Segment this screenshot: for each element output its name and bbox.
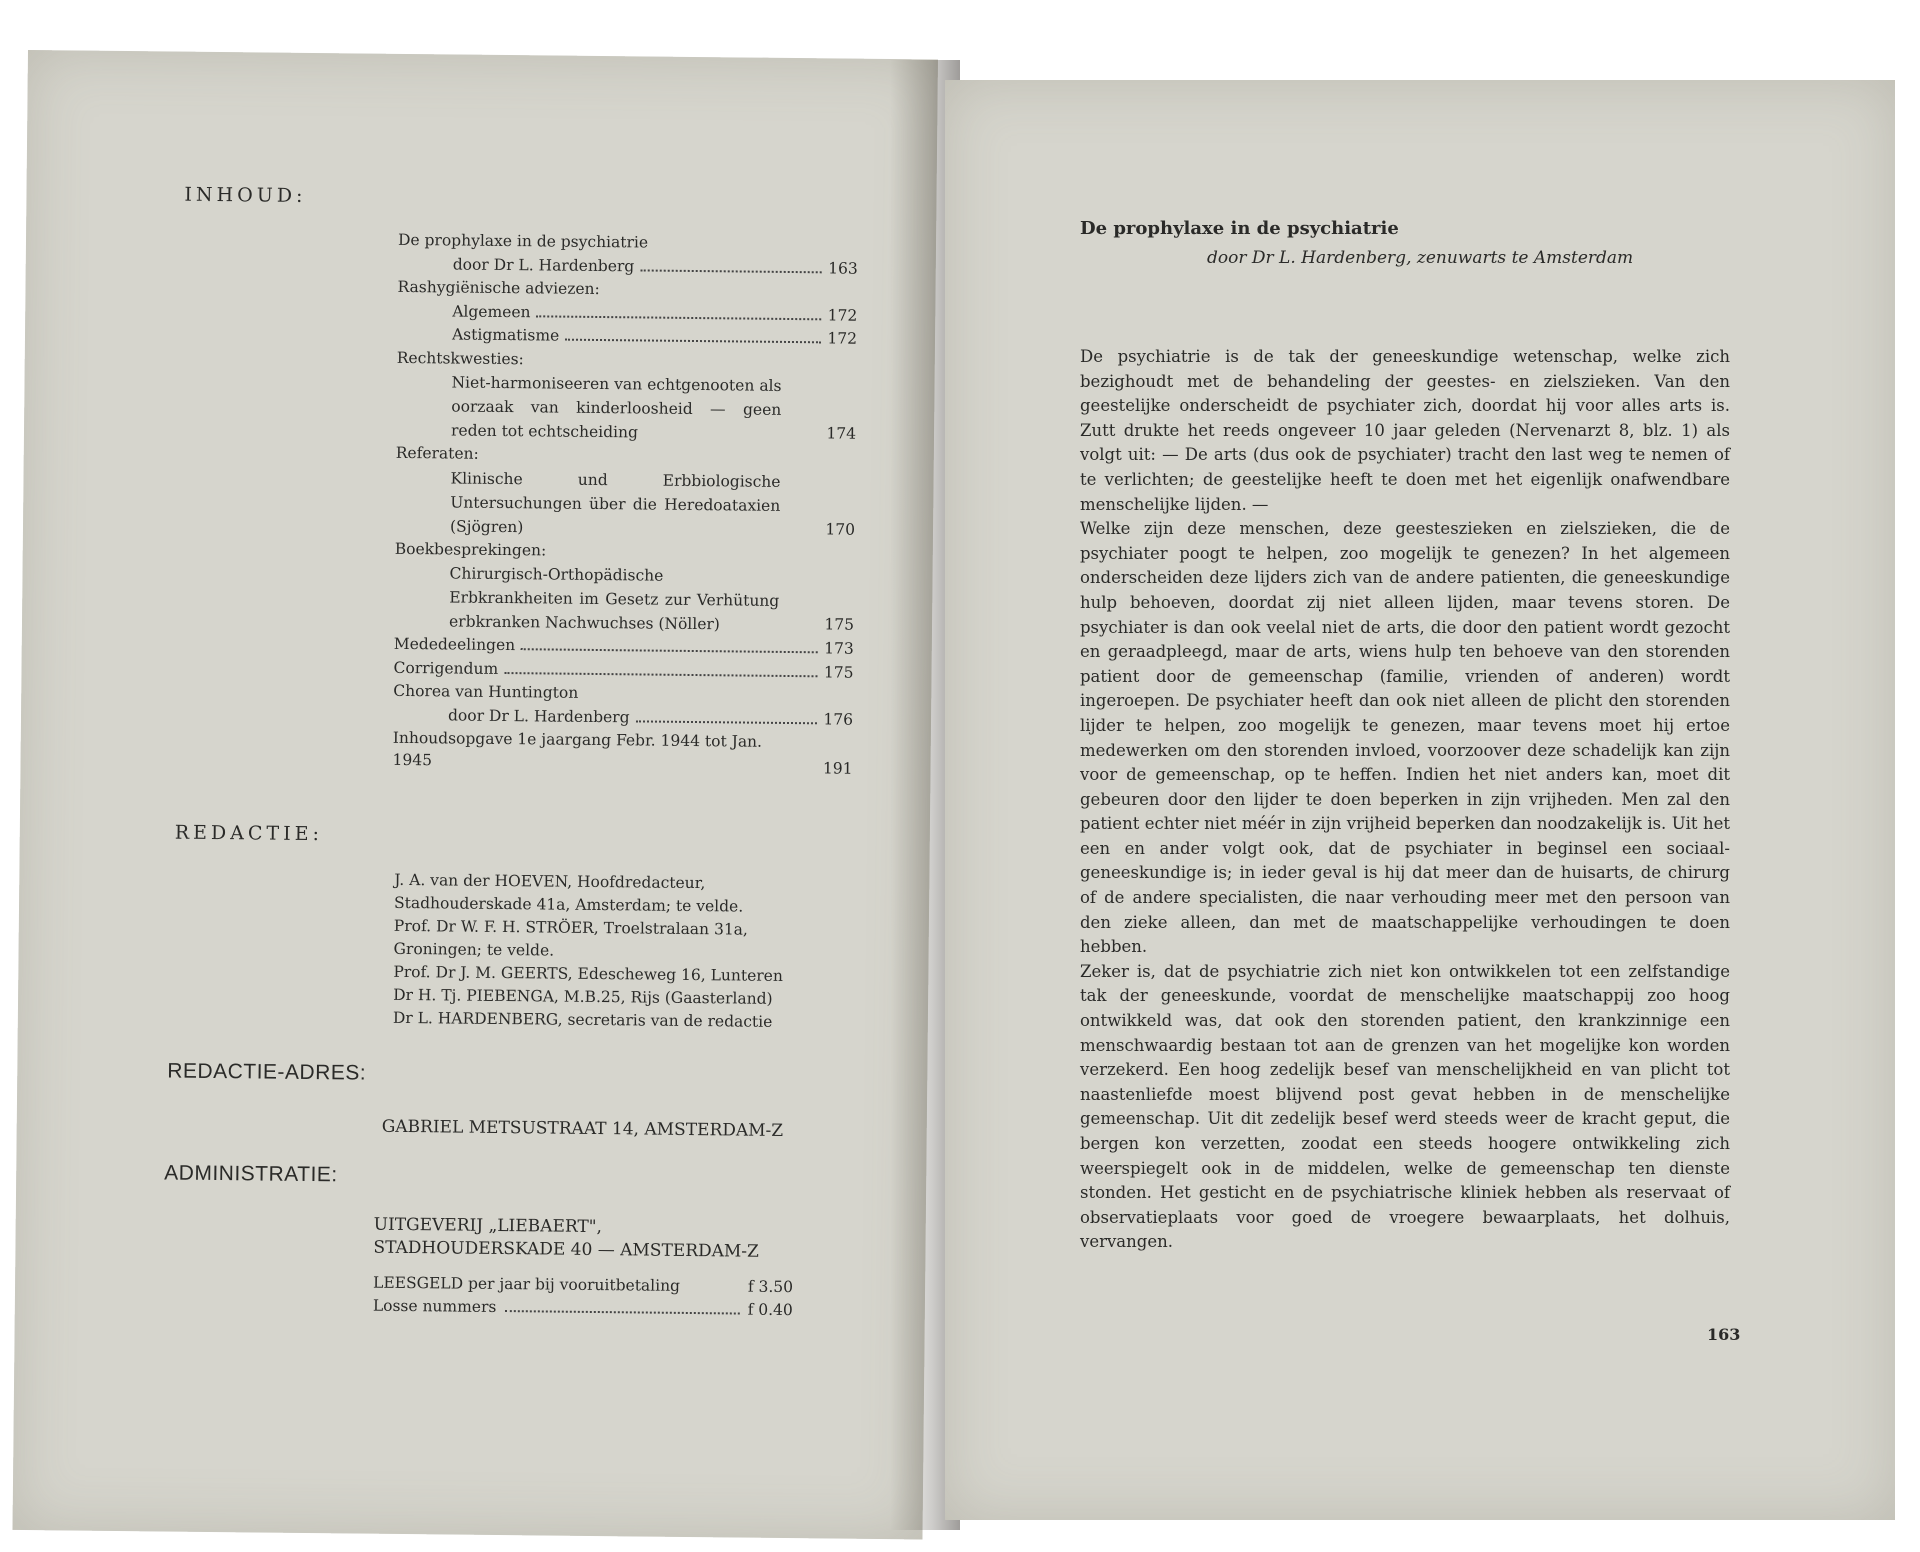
redactie-adres-heading: REDACTIE-ADRES: [167,1059,367,1085]
toc-entry: Inhoudsopgave 1e jaargang Febr. 1944 tot Jan. 1945 191 [392,727,852,782]
right-page [945,80,1895,1520]
leesgeld-label: LEESGELD per jaar bij vooruitbetaling [373,1273,681,1295]
toc-page-number: 175 [824,615,855,634]
toc-entry: Chorea van Huntington [393,681,579,702]
redactie-adres: GABRIEL METSUSTRAAT 14, AMSTERDAM-Z [381,1116,784,1141]
toc-entry: Referaten: [395,443,479,463]
toc-entry: Klinische und Erbbiologische Untersuchungen über die Heredoataxien (Sjögren) 170 [395,465,856,542]
toc-entry: Boekbesprekingen: [394,539,547,559]
toc-entry: Algemeen 172 [397,299,857,327]
administratie-address: UITGEVERIJ „LIEBAERT", STADHOUDERSKADE 40 — AMSTERDAM-Z [373,1214,760,1262]
losse-nummers-label: Losse nummers [372,1296,497,1316]
losse-nummers-value: f 0.40 [747,1300,793,1320]
toc-entry: Mededeelingen 173 [394,633,854,661]
toc-entry: Astigmatisme 172 [397,323,857,351]
administratie-heading: ADMINISTRATIE: [164,1161,338,1187]
toc-page-number: 191 [822,759,853,778]
toc-entry: door Dr L. Hardenberg 163 [398,252,858,280]
toc-page-number: 174 [826,424,857,443]
toc-page-number: 176 [823,709,854,729]
redactie-line: Dr H. Tj. PIEBENGA, M.B.25, Rijs (Gaasterland) [393,985,773,1008]
toc-page-number: 172 [827,329,858,348]
leesgeld-value: f 3.50 [747,1277,794,1297]
paragraph: Welke zijn deze menschen, deze geesteszieken en zielszieken, die de psychiater poogt te helpen, zoo mogelijk te genezen? In het algemeen onderscheiden deze lijders zich van de andere patienten, die geneeskundige hulp behoeven, doordat zij niet alleen lijden, maar tevens storen. De psychiater is dan ook veelal niet de arts, die door den patient wordt gezocht en geraadpleegd, maar de arts, wiens hulp ten behoeve van den storenden patient door de gemeenschap (familie, vrienden of anderen) wordt ingeroepen. De psychiater heeft dan ook niet alleen de plicht den storenden lijder te helpen, zoo mogelijk te genezen, maar tevens moet hij ertoe medewerken om den storenden invloed, voorzoover deze schadelijk kan zijn voor de gemeenschap, op te heffen. Indien het niet anders kan, moet dit gebeuren door den lijder te doen beperken in zijn vrijheden. Men zal den patient echter niet méér in zijn vrijheid beperken dan noodzakelijk is. Uit het een en ander volgt ook, dat de psychiater in beginsel een sociaal-geneeskundige is; in ieder geval is hij dat meer dan de huisarts, de chirurg of de andere specialisten, die naar verhouding meer met den persoon van den zieke alleen, dan met de maatschappelijke verhoudingen te doen hebben. [1080,519,1730,957]
redactie-line: J. A. van der HOEVEN, Hoofdredacteur, Stadhouderskade 41a, Amsterdam; te velde. [393,870,744,916]
left-page [13,50,938,1539]
toc-entry: Corrigendum 175 [393,656,853,684]
toc-page-number: 170 [825,519,856,539]
redactie-heading: REDACTIE: [174,821,324,846]
toc-page-number: 172 [827,305,858,325]
redactie-list [393,869,835,1035]
toc-entry: Rechtskwesties: [396,348,524,368]
redactie-line: Prof. Dr J. M. GEERTS, Edescheweg 16, Lunteren [393,962,783,985]
table-of-contents [392,229,858,782]
article-title: De prophylaxe in de psychiatrie [1080,218,1399,239]
toc-page-number: 175 [823,662,854,682]
toc-entry: Niet-harmoniseeren van echtgenooten als oorzaak van kinderloosheid — geen reden tot echtscheiding 174 [396,370,857,447]
toc-page-number: 163 [828,258,858,278]
page-number: 163 [1707,1325,1741,1344]
leesgeld-block [373,1272,793,1322]
redactie-line: Prof. Dr W. F. H. STRÖER, Troelstralaan 31a, Groningen; te velde. [393,916,749,960]
article-byline: door Dr L. Hardenberg, zenuwarts te Amsterdam [1207,248,1634,268]
redactie-line: Dr L. HARDENBERG, secretaris van de redactie [392,1008,773,1031]
toc-page-number: 173 [824,639,854,658]
toc-entry: De prophylaxe in de psychiatrie [397,230,649,252]
toc-entry: Chirurgisch-Orthopädische Erbkrankheiten im Gesetz zur Verhütung erbkranken Nachwuchses (Nöller) 175 [394,561,855,638]
toc-entry: Rashygiënische adviezen: [397,277,600,299]
paragraph: De psychiatrie is de tak der geneeskundige wetenschap, welke zich bezighoudt met de behandeling der geestes- en zielszieken. Van den geestelijke onderscheidt de psychiater zich, doordat hij voor alles arts is. Zutt drukte het reeds ongeveer 10 jaar geleden (Nervenarzt 8, blz. 1) als volgt uit: — De arts (dus ook de psychiater) tracht den last weg te nemen of te verlichten; de geestelijke heeft te doen met het eigenlijk onafwendbare menschelijke lijden. — [1080,347,1730,514]
inhoud-heading: INHOUD: [184,183,307,207]
paragraph: Zeker is, dat de psychiatrie zich niet kon ontwikkelen tot een zelfstandige tak der geneeskunde, voordat de menschelijke maatschappij zoo hoog ontwikkeld was, dat ook den storenden patient, den krankzinnige een menschwaardig bestaan tot aan de grenzen van het mogelijke kon worden verzekerd. Een hoog zedelijk besef van menschelijkheid en van plicht tot naastenliefde moest blijvend post gevat hebben in de menschelijke gemeenschap. Uit dit zedelijk besef werd steeds weer de kracht geput, die bergen kon verzetten, zoodat een steeds hoogere ontwikkeling zich weerspiegelt ook in de middelen, welke de gemeenschap ten dienste stonden. Het gesticht en de psychiatrische kliniek hebben als reservaat of observatieplaats voor goed de vroegere bewaarplaats, het dolhuis, vervangen. [1080,961,1730,1252]
toc-entry: door Dr L. Hardenberg 176 [393,703,853,731]
article-body [1080,345,1730,1255]
